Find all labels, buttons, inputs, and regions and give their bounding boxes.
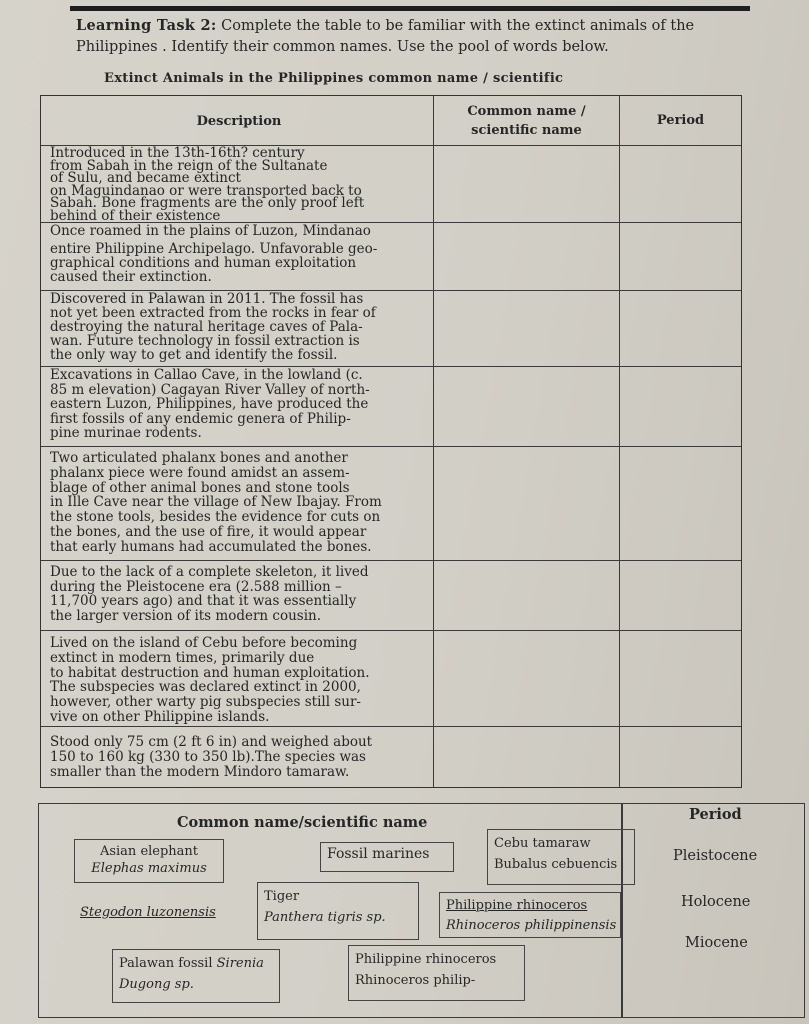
- extinct-animals-table: [40, 95, 742, 788]
- description-cell: Due to the lack of a complete skeleton, it lived during the Pleistocene era (2.588 million – 11,700 years ago) and that it was essentially the larger version of its modern cousin.: [41, 561, 434, 630]
- task-text: Complete the table to be familiar with the extinct animals of the Philippines . Identify their common names. Use the pool of words below.: [76, 18, 695, 55]
- description-cell: Stood only 75 cm (2 ft 6 in) and weighed about 150 to 160 kg (330 to 350 lb).The species was smaller than the modern Mindoro tamaraw.: [41, 727, 434, 787]
- header-period: Period: [656, 113, 705, 128]
- pool-word-cebu-tamaraw[interactable]: Cebu tamaraw Bubalus cebuencis: [487, 829, 635, 885]
- pool-word-philippine-rhinoceros-2[interactable]: Philippine rhinoceros Rhinoceros philip-: [348, 945, 525, 1001]
- period-answer-cell[interactable]: [620, 146, 741, 222]
- description-cell: Two articulated phalanx bones and another phalanx piece were found amidst an assem- blage of other animal bones and stone tools in Ille Cave near the village of New Ibajay. From the stone tools, besides the evidence for cuts on the bones, and the use of fire, it would appear that early humans had accumulated the bones.: [41, 447, 434, 560]
- pool-word-stegodon[interactable]: Stegodon luzonensis: [80, 905, 216, 920]
- table-row: [41, 631, 741, 727]
- pool-word-fossil-marines[interactable]: Fossil marines: [320, 842, 454, 872]
- table-header-row: [41, 96, 741, 146]
- table-row: [41, 727, 741, 787]
- common-name-answer-cell[interactable]: [434, 727, 620, 787]
- common-name-answer-cell[interactable]: [434, 146, 620, 222]
- common-name-answer-cell[interactable]: [434, 367, 620, 446]
- table-row: [41, 561, 741, 631]
- pool-word-philippine-rhinoceros[interactable]: Philippine rhinoceros Rhinoceros philippinensis: [439, 892, 621, 938]
- description-cell: Discovered in Palawan in 2011. The fossil has not yet been extracted from the rocks in fear of destroying the natural heritage caves of Pala- wan. Future technology in fossil extraction is the only way to get and identify the fossil.: [41, 291, 434, 366]
- period-word-pleistocene[interactable]: Pleistocene: [673, 848, 758, 864]
- common-name-answer-cell[interactable]: [434, 291, 620, 366]
- common-name-answer-cell[interactable]: [434, 447, 620, 560]
- common-name-answer-cell[interactable]: [434, 223, 620, 290]
- period-word-holocene[interactable]: Holocene: [681, 894, 751, 910]
- description-cell: Lived on the island of Cebu before becoming extinct in modern times, primarily due to habitat destruction and human exploitation. The subspecies was declared extinct in 2000, however, other warty pig subspecies still sur- vive on other Philippine islands.: [41, 631, 434, 726]
- period-answer-cell[interactable]: [620, 447, 741, 560]
- table-row: [41, 447, 741, 561]
- description-cell: Excavations in Callao Cave, in the lowland (c. 85 m elevation) Cagayan River Valley of north- eastern Luzon, Philippines, have produced the first fossils of any endemic genera of Philip- pine murinae rodents.: [41, 367, 434, 446]
- word-pool: [38, 803, 805, 1018]
- common-name-answer-cell[interactable]: [434, 561, 620, 630]
- table-row: [41, 146, 741, 223]
- pool-word-tiger[interactable]: Tiger Panthera tigris sp.: [257, 882, 419, 940]
- pool-period-title: Period: [689, 806, 742, 823]
- period-answer-cell[interactable]: [620, 223, 741, 290]
- task-heading: Learning Task 2:: [76, 17, 217, 34]
- period-answer-cell[interactable]: [620, 631, 741, 726]
- pool-title: Common name/scientific name: [177, 814, 428, 831]
- pool-word-palawan-sirenia[interactable]: Palawan fossil Sirenia Dugong sp.: [112, 949, 280, 1003]
- period-word-miocene[interactable]: Miocene: [685, 935, 748, 951]
- table-row: [41, 223, 741, 291]
- top-rule: [70, 6, 750, 11]
- table-row: [41, 291, 741, 367]
- table-title: Extinct Animals in the Philippines common name / scientific: [104, 71, 564, 86]
- description-cell: Introduced in the 13th-16th? century from Sabah in the reign of the Sultanate of Sulu, and became extinct on Maguindanao or were transported back to Sabah. Bone fragments are the only proof left behind of their existence: [41, 146, 434, 222]
- table-row: [41, 367, 741, 447]
- period-answer-cell[interactable]: [620, 367, 741, 446]
- header-common-name: Common name / scientific name: [434, 96, 620, 145]
- description-cell: Once roamed in the plains of Luzon, Mindanao entire Philippine Archipelago. Unfavorable geo- graphical conditions and human exploitation caused their extinction.: [41, 223, 434, 290]
- pool-word-asian-elephant[interactable]: Asian elephant Elephas maximus: [74, 839, 224, 883]
- header-description: Description: [41, 96, 434, 145]
- period-answer-cell[interactable]: [620, 561, 741, 630]
- task-instructions: [76, 15, 766, 58]
- common-name-answer-cell[interactable]: [434, 631, 620, 726]
- period-answer-cell[interactable]: [620, 727, 741, 787]
- period-answer-cell[interactable]: [620, 291, 741, 366]
